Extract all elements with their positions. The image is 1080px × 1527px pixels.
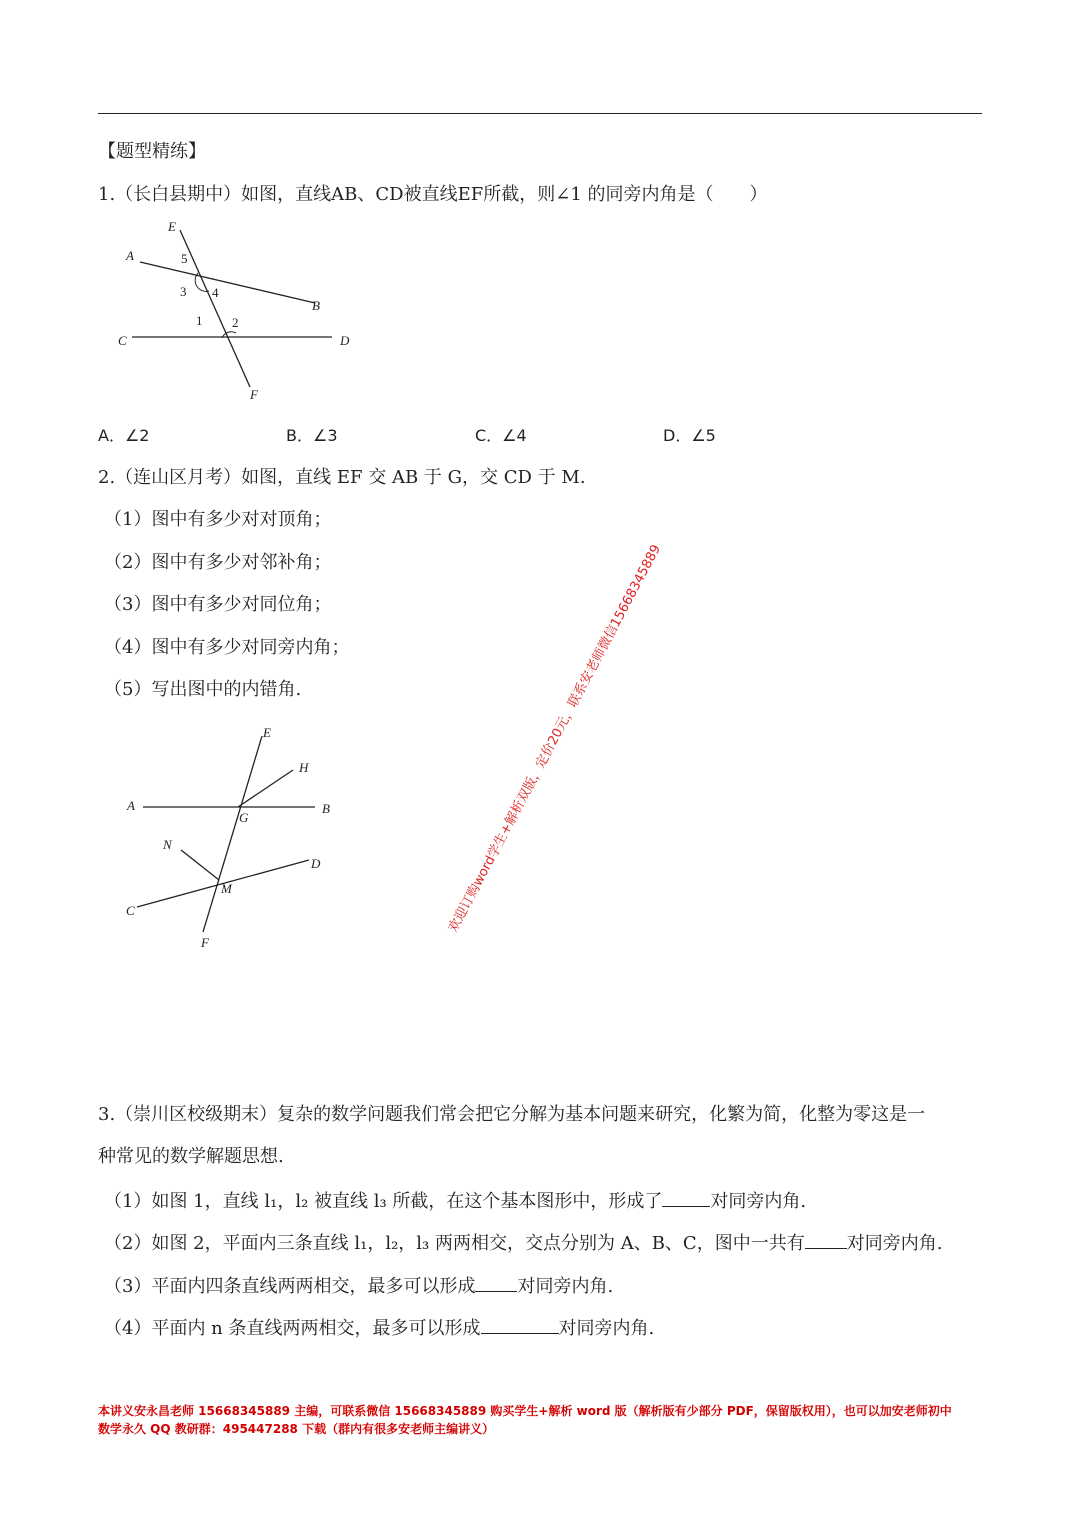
watermark-text: 欢迎订购word学生+解析双版，定价20元，联系安老师微信15668345889 (445, 542, 665, 935)
q3-item-2-text-a: （2）如图 2，平面内三条直线 l₁，l₂，l₃ 两两相交，交点分别为 A、B、C，图中一共有 (104, 1233, 805, 1254)
q3-item-1 (104, 1188, 806, 1214)
q1-angle-2: 2 (232, 315, 239, 330)
q2-label-b: B (322, 801, 330, 816)
footer-line-1: 本讲义安永昌老师 15668345889 主编，可联系微信 15668345889 购买学生+解析 word 版（解析版有少部分 PDF，保留版权用），也可以加安老师初中 (98, 1404, 952, 1418)
q2-item-1: （1）图中有多少对对顶角； (104, 509, 332, 530)
q2-label-h: H (299, 760, 309, 775)
header-rule (98, 113, 982, 114)
q1-option-b[interactable]: B．∠3 (286, 426, 338, 445)
q2-item-5: （5）写出图中的内错角. (104, 679, 302, 700)
q1-option-c[interactable]: C．∠4 (475, 426, 527, 445)
q2-label-a: A (127, 798, 135, 813)
q1-label-d: D (340, 333, 350, 348)
q1-label-f: F (250, 387, 258, 402)
q3-item-4-text-a: （4）平面内 n 条直线两两相交，最多可以形成 (104, 1318, 481, 1339)
section-title: 【题型精练】 (98, 141, 206, 162)
q2-label-c: C (126, 903, 135, 918)
q1-figure (110, 215, 370, 405)
q3-item-3-text-b: 对同旁内角. (517, 1276, 614, 1297)
q2-item-4: （4）图中有多少对同旁内角； (104, 637, 350, 658)
q1-angle-4: 4 (212, 285, 219, 300)
q3-item-2-text-b: 对同旁内角. (846, 1233, 943, 1254)
q2-label-g: G (239, 810, 249, 825)
q3-item-3 (104, 1273, 613, 1299)
q2-figure (115, 722, 350, 954)
q3-item-3-blank[interactable] (475, 1273, 517, 1292)
q1-label-c: C (118, 333, 127, 348)
q2-label-m: M (221, 881, 232, 896)
q1-label-a: A (126, 248, 134, 263)
q2-item-2: （2）图中有多少对邻补角； (104, 552, 332, 573)
q3-item-4 (104, 1315, 654, 1341)
q3-item-1-text-a: （1）如图 1，直线 l₁，l₂ 被直线 l₃ 所截，在这个基本图形中，形成了 (104, 1191, 663, 1212)
q1-label-b: B (312, 298, 320, 313)
q3-item-1-blank[interactable] (662, 1188, 710, 1207)
q1-options (98, 423, 798, 447)
q2-item-3: （3）图中有多少对同位角； (104, 594, 332, 615)
q3-item-2 (104, 1230, 942, 1256)
q3-item-4-blank[interactable] (481, 1315, 559, 1334)
q1-option-d[interactable]: D．∠5 (663, 426, 716, 445)
q3-item-4-text-b: 对同旁内角. (558, 1318, 655, 1339)
q2-label-d: D (311, 856, 321, 871)
q1-angle-3: 3 (180, 284, 187, 299)
q2-label-n: N (163, 837, 172, 852)
q1-option-a[interactable]: A．∠2 (98, 426, 150, 445)
q2-label-f: F (201, 935, 209, 950)
q3-stem-line1: 3.（崇川区校级期末）复杂的数学问题我们常会把它分解为基本问题来研究，化繁为简，化整为零这是一 (98, 1104, 926, 1125)
q3-item-3-text-a: （3）平面内四条直线两两相交，最多可以形成 (104, 1276, 476, 1297)
q3-item-2-blank[interactable] (805, 1230, 847, 1249)
q1-angle-5: 5 (181, 251, 188, 266)
q1-stem: 1.（长白县期中）如图，直线AB、CD被直线EF所截，则∠1 的同旁内角是（ ） (98, 184, 768, 205)
footer-line-2: 数学永久 QQ 教研群：495447288 下载（群内有很多安老师主编讲义） (98, 1422, 495, 1436)
q3-stem-line2: 种常见的数学解题思想. (98, 1146, 284, 1167)
q2-label-e: E (263, 725, 271, 740)
q3-item-1-text-b: 对同旁内角. (710, 1191, 807, 1212)
q1-label-e: E (168, 219, 176, 234)
footer-note (98, 1402, 982, 1438)
q1-angle-1: 1 (196, 313, 203, 328)
q2-stem: 2.（连山区月考）如图，直线 EF 交 AB 于 G，交 CD 于 M. (98, 467, 586, 488)
